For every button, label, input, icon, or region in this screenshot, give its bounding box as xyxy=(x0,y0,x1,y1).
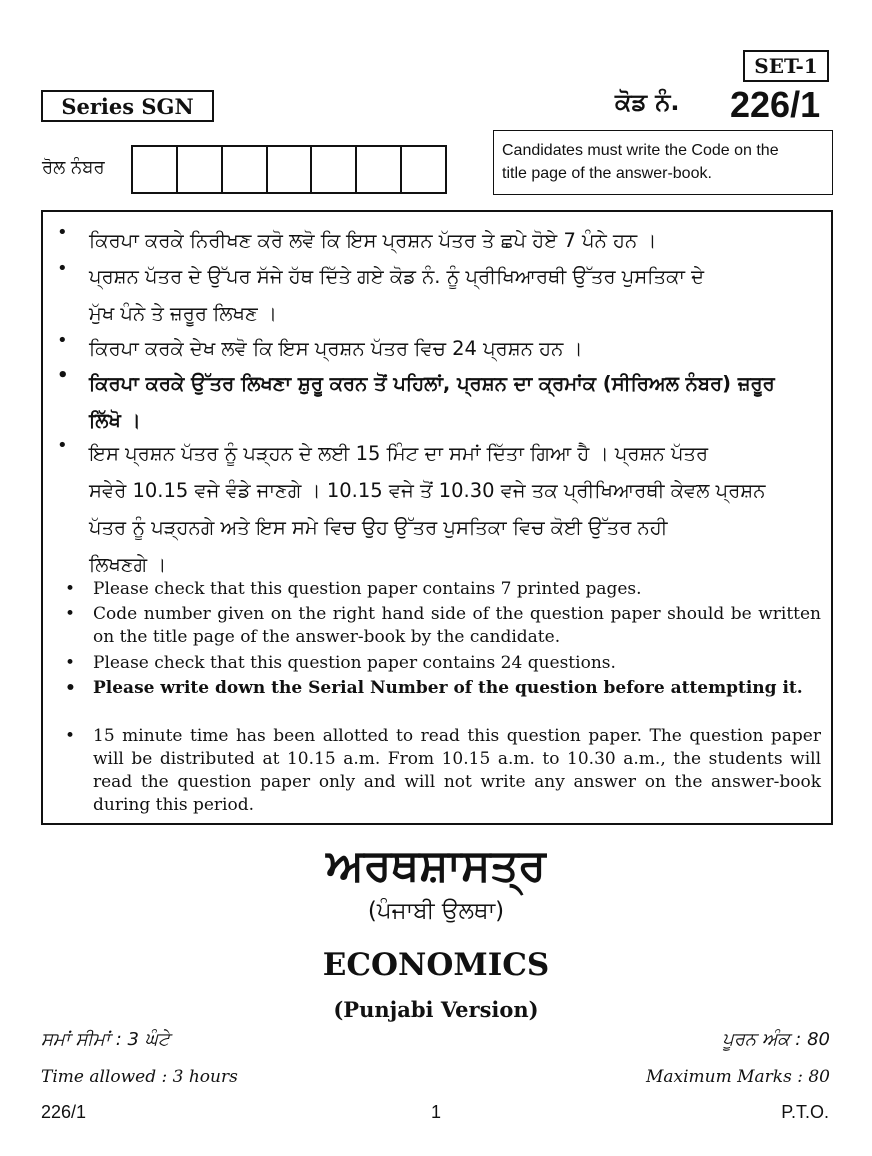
instruction-item-punjabi xyxy=(57,222,824,259)
subject-title-english: ECONOMICS xyxy=(322,947,550,983)
subject-title-punjabi: ਅਰਥਸ਼ਾਸਤ੍ਰ xyxy=(326,840,546,891)
instruction-line: ਕਿਰਪਾ ਕਰਕੇ ਦੇਖ ਲਵੋ ਕਿ ਇਸ ਪ੍ਰਸ਼ਨ ਪੱਤਰ ਵਿਚ 24 ਪ੍ਰਸ਼ਨ ਹਨ । xyxy=(89,337,583,360)
candidates-note-line: title page of the answer-book. xyxy=(502,165,712,182)
bullet-icon: • xyxy=(57,258,68,279)
code-label: ਕੋਡ ਨੰ. xyxy=(615,88,680,116)
instruction-text: Code number given on the right hand side of the question paper should be written on the title page of the answer-book by the candidate. xyxy=(93,604,821,647)
version-english: (Punjabi Version) xyxy=(333,997,539,1022)
instruction-line: ਪੱਤਰ ਨੂੰ ਪੜ੍ਹਨਗੇ ਅਤੇ ਇਸ ਸਮੇ ਵਿਚ ਉਹ ਉੱਤਰ ਪੁਸਤਿਕਾ ਵਿਚ ਕੋਈ ਉੱਤਰ ਨਹੀ xyxy=(89,516,668,539)
bullet-icon: • xyxy=(57,330,68,351)
page-number: 1 xyxy=(430,1102,441,1122)
roll-number-cell[interactable] xyxy=(223,147,268,192)
time-allowed-punjabi: ਸਮਾਂ ਸੀਮਾਂ : 3 ਘੰਟੇ xyxy=(41,1029,170,1050)
bullet-icon: • xyxy=(65,653,76,673)
instruction-line: ਸਵੇਰੇ 10.15 ਵਜੇ ਵੰਡੇ ਜਾਣਗੇ । 10.15 ਵਜੇ ਤੋਂ 10.30 ਵਜੇ ਤਕ ਪ੍ਰੀਖਿਆਰਥੀ ਕੇਵਲ ਪ੍ਰਸ਼ਨ xyxy=(89,479,766,502)
pto-label: P.T.O. xyxy=(781,1102,829,1122)
bullet-icon: • xyxy=(57,435,68,456)
roll-number-boxes[interactable] xyxy=(131,145,447,194)
instruction-item-english xyxy=(65,578,821,601)
instruction-line: ਕਿਰਪਾ ਕਰਕੇ ਨਿਰੀਖਣ ਕਰੋ ਲਵੋ ਕਿ ਇਸ ਪ੍ਰਸ਼ਨ ਪੱਤਰ ਤੇ ਛਪੇ ਹੋਏ 7 ਪੰਨੇ ਹਨ । xyxy=(89,229,657,252)
instruction-item-english xyxy=(65,677,821,700)
instruction-text: Please check that this question paper contains 24 questions. xyxy=(93,653,616,673)
version-punjabi: (ਪੰਜਾਬੀ ਉਲਥਾ) xyxy=(367,898,505,924)
instruction-text: Please check that this question paper contains 7 printed pages. xyxy=(93,579,642,599)
roll-number-cell[interactable] xyxy=(402,147,445,192)
instruction-line: ਕਿਰਪਾ ਕਰਕੇ ਉੱਤਰ ਲਿਖਣਾ ਸ਼ੁਰੂ ਕਰਨ ਤੋਂ ਪਹਿਲਾਂ, ਪ੍ਰਸ਼ਨ ਦਾ ਕ੍ਰਮਾਂਕ (ਸੀਰਿਅਲ ਨੰਬਰ) ਜ਼ਰੂਰ xyxy=(89,372,775,395)
instruction-line: ਲਿੱਖੋ । xyxy=(89,409,141,432)
bullet-icon: • xyxy=(57,365,69,386)
roll-number-cell[interactable] xyxy=(178,147,223,192)
instruction-item-punjabi xyxy=(57,330,824,367)
roll-number-cell[interactable] xyxy=(312,147,357,192)
instruction-item-punjabi xyxy=(57,258,824,332)
footer-code: 226/1 xyxy=(41,1102,87,1122)
max-marks-punjabi: ਪੂਰਨ ਅੰਕ : 80 xyxy=(722,1029,830,1050)
instruction-item-punjabi xyxy=(57,365,824,439)
instruction-item-english xyxy=(65,603,821,649)
candidates-note-line: Candidates must write the Code on the xyxy=(502,142,779,159)
instruction-text: Please write down the Serial Number of the question before attempting it. xyxy=(93,678,803,698)
instruction-item-english xyxy=(65,652,821,675)
max-marks-english: Maximum Marks : 80 xyxy=(645,1067,830,1087)
roll-number-cell[interactable] xyxy=(357,147,402,192)
code-value: 226/1 xyxy=(730,84,821,125)
bullet-icon: • xyxy=(65,604,76,624)
instruction-item-english xyxy=(65,725,821,817)
set-label: SET-1 xyxy=(743,50,829,82)
bullet-icon: • xyxy=(65,579,76,599)
instruction-line: ਪ੍ਰਸ਼ਨ ਪੱਤਰ ਦੇ ਉੱਪਰ ਸੱਜੇ ਹੱਥ ਦਿੱਤੇ ਗਏ ਕੋਡ ਨੰ. ਨੂੰ ਪ੍ਰੀਖਿਆਰਥੀ ਉੱਤਰ ਪੁਸਤਿਕਾ ਦੇ xyxy=(89,265,705,288)
instruction-line: ਲਿਖਣਗੇ । xyxy=(89,553,167,576)
instruction-line: ਮੁੱਖ ਪੰਨੇ ਤੇ ਜ਼ਰੂਰ ਲਿਖਣ । xyxy=(89,302,277,325)
roll-number-label: ਰੋਲ ਨੰਬਰ xyxy=(42,157,105,178)
instructions-box xyxy=(41,210,833,825)
bullet-icon: • xyxy=(65,678,76,698)
roll-number-cell[interactable] xyxy=(268,147,313,192)
time-allowed-english: Time allowed : 3 hours xyxy=(41,1067,238,1087)
instruction-item-punjabi xyxy=(57,435,824,583)
candidates-note xyxy=(493,130,833,195)
instruction-line: ਇਸ ਪ੍ਰਸ਼ਨ ਪੱਤਰ ਨੂੰ ਪੜ੍ਹਨ ਦੇ ਲਈ 15 ਮਿੰਟ ਦਾ ਸਮਾਂ ਦਿੱਤਾ ਗਿਆ ਹੈ । ਪ੍ਰਸ਼ਨ ਪੱਤਰ xyxy=(89,442,709,465)
instruction-text: 15 minute time has been allotted to read this question paper. The question paper will be distributed at 10.15 a.m. From 10.15 a.m. to 10.30 a.m., the students will read the question paper only and will not write any answer on the answer-book during this period. xyxy=(93,726,821,815)
roll-number-cell[interactable] xyxy=(133,147,178,192)
bullet-icon: • xyxy=(57,222,68,243)
series-label: Series SGN xyxy=(41,90,214,122)
bullet-icon: • xyxy=(65,726,76,746)
